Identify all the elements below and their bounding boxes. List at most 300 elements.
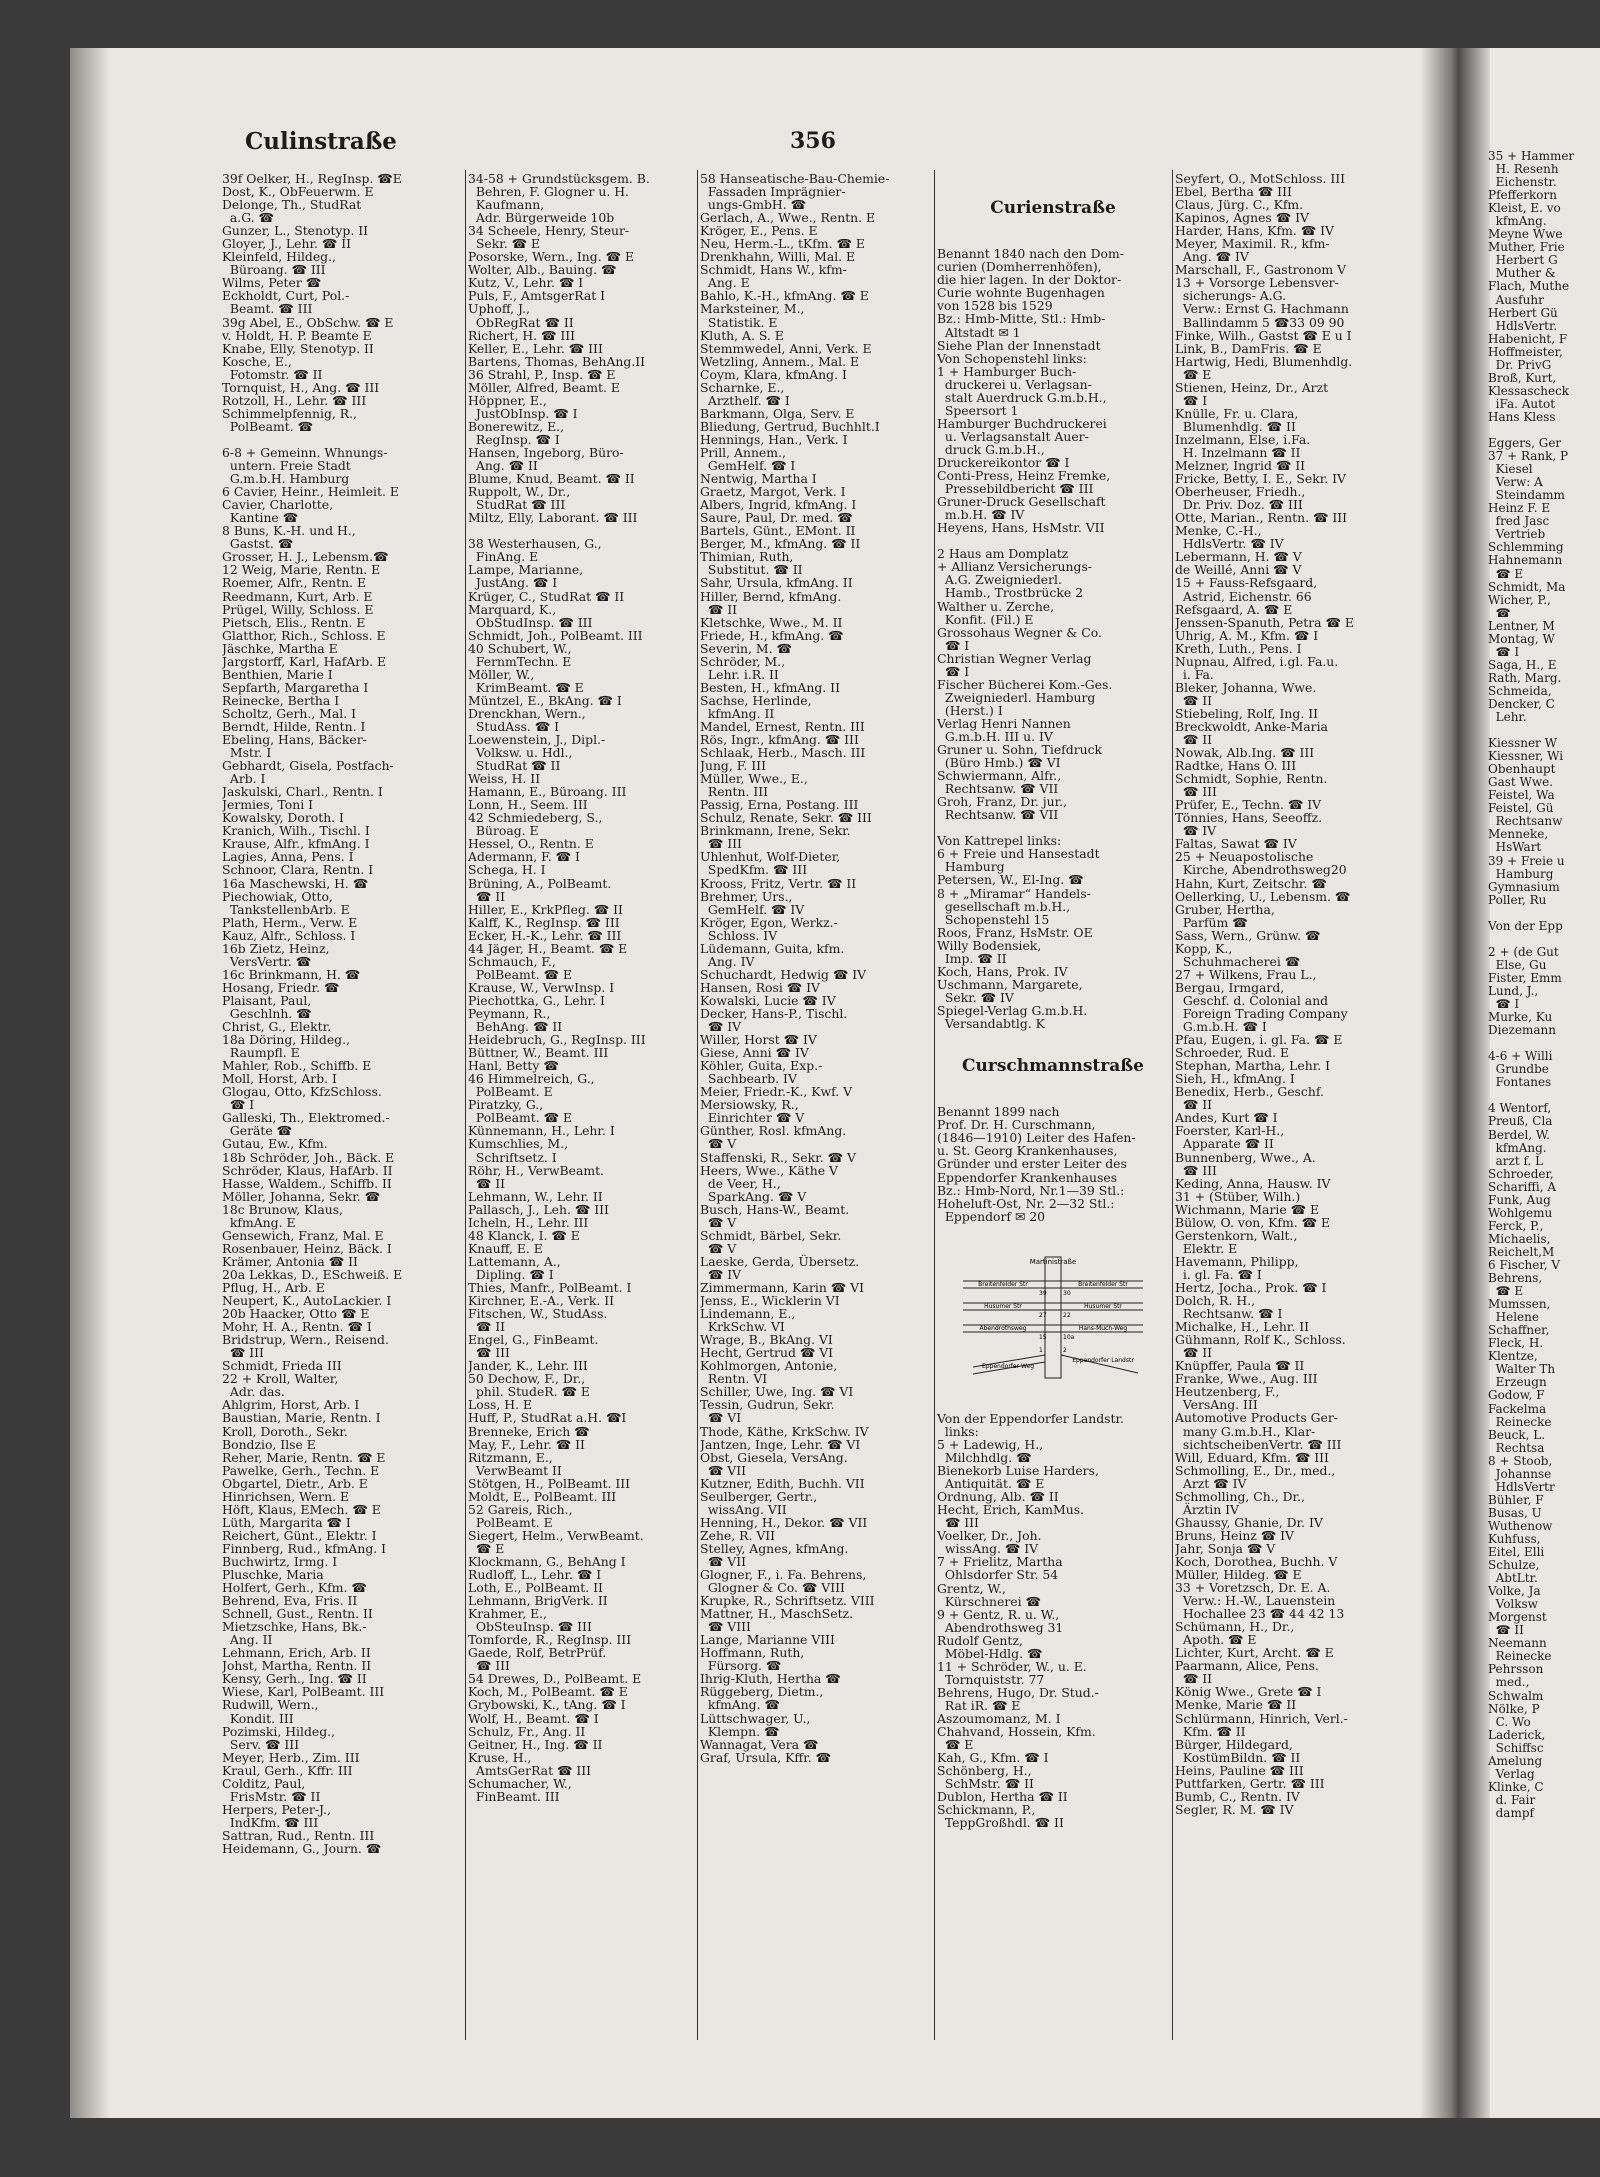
directory-entry: Büroag. E (468, 823, 539, 839)
directory-entry: Jaskulski, Charl., Rentn. I (222, 784, 383, 800)
directory-entry: Wichmann, Marie ☎ E (1175, 1201, 1320, 1217)
directory-entry: Kapinos, Agnes ☎ IV (1175, 210, 1309, 226)
directory-entry: arzt f. L (1488, 1153, 1544, 1168)
directory-entry: 52 Gareis, Rich., (468, 1501, 573, 1517)
directory-entry: Fricke, Betty, I. E., Sekr. IV (1175, 471, 1347, 487)
directory-entry: Wuthenow (1488, 1518, 1553, 1533)
directory-entry: Paarmann, Alice, Pens. (1175, 1658, 1319, 1674)
directory-entry: Schumacher, W., (468, 1775, 572, 1791)
directory-entry: Künnemann, H., Lehr. I (468, 1123, 615, 1139)
directory-entry: Benthien, Marie I (222, 666, 333, 682)
directory-entry: Rudwill, Wern., (222, 1697, 319, 1713)
directory-entry: ☎ I (1175, 392, 1208, 408)
directory-entry: Hamb., Trostbrücke 2 (937, 585, 1083, 601)
directory-entry: 38 Westerhausen, G., (468, 536, 602, 552)
directory-entry: Funk, Aug (1488, 1192, 1551, 1207)
directory-entry: Schaffner, (1488, 1323, 1550, 1338)
directory-entry: ☎ III (937, 1515, 979, 1531)
directory-entry: Fischer Bücherei Kom.-Ges. (937, 676, 1113, 692)
directory-entry: (1846—1910) Leiter des Hafen- (937, 1130, 1136, 1146)
directory-entry: Rös, Ingr., kfmAng. ☎ III (700, 732, 859, 748)
directory-entry: Rechtsa (1488, 1440, 1545, 1455)
directory-entry: Apparate ☎ II (1175, 1136, 1274, 1152)
directory-entry: Bunnenberg, Wwe., A. (1175, 1149, 1316, 1165)
directory-entry: Ahlgrim, Horst, Arb. I (222, 1397, 360, 1413)
directory-entry: Stemmwedel, Anni, Verk. E (700, 340, 872, 356)
map-label: 27 (1039, 1311, 1047, 1319)
directory-entry: Segler, R. M. ☎ IV (1175, 1801, 1294, 1817)
directory-entry: Konfit. (Fil.) E (937, 611, 1034, 627)
directory-entry: Bonerewitz, E., (468, 418, 565, 434)
directory-entry: Grossohaus Wegner & Co. (937, 624, 1102, 640)
directory-entry: Sass, Wern., Grünw. ☎ (1175, 927, 1321, 943)
directory-entry: Ausfuhr (1488, 292, 1544, 307)
directory-entry: Koch, Dorothea, Buchh. V (1175, 1553, 1338, 1569)
page-number: 356 (790, 128, 836, 154)
directory-entry: Schroeder, Rud. E (1175, 1045, 1289, 1061)
directory-entry: Glogner, F., i. Fa. Behrens, (700, 1567, 867, 1583)
directory-entry: 1 + Hamburger Buch- (937, 363, 1077, 379)
directory-entry: ☎ II (468, 888, 506, 904)
directory-entry: Menke, Marie ☎ II (1175, 1697, 1297, 1713)
directory-entry: Gensewich, Franz, Mal. E (222, 1227, 384, 1243)
directory-entry: ☎ II (1175, 692, 1213, 708)
directory-entry: Barkmann, Olga, Serv. E (700, 405, 855, 421)
column-rule (1172, 170, 1173, 2040)
directory-entry: Hamann, E., Büroang. III (468, 784, 627, 800)
directory-entry: Reichelt,M (1488, 1244, 1555, 1259)
directory-entry: Gerlach, A., Wwe., Rentn. E (700, 210, 876, 226)
book-gutter (1420, 48, 1490, 2118)
directory-entry: sichtscheibenVertr. ☎ III (1175, 1436, 1342, 1452)
directory-entry: Holfert, Gerh., Kfm. ☎ (222, 1580, 367, 1596)
directory-entry: Murke, Ku (1488, 1010, 1553, 1025)
directory-entry: Schlaak, Herb., Masch. III (700, 745, 866, 761)
directory-entry: Bliedung, Gertrud, Buchhlt.I (700, 418, 880, 434)
directory-entry: Schiller, Uwe, Ing. ☎ VI (700, 1384, 854, 1400)
directory-entry: Reinecke (1488, 1414, 1552, 1429)
directory-entry: Kiessner, Wi (1488, 749, 1564, 764)
directory-entry: FernmTechn. E (468, 653, 572, 669)
directory-entry: Uhlenhut, Wolf-Dieter, (700, 849, 841, 865)
directory-entry: 36 Strahl, P., Insp. ☎ E (468, 366, 616, 382)
map-label: Hans-Much-Weg (1078, 1324, 1128, 1332)
directory-entry: Sekr. ☎ E (468, 236, 541, 252)
directory-entry: ☎ IV (1175, 823, 1217, 839)
directory-entry: KostümBildn. ☎ II (1175, 1749, 1301, 1765)
column-3 (700, 172, 932, 2052)
directory-entry: ☎ IV (700, 1266, 742, 1282)
directory-entry: Jargstorff, Karl, HafArb. E (222, 653, 387, 669)
directory-entry: Helene (1488, 1310, 1539, 1325)
directory-entry: Nölke, P (1488, 1701, 1540, 1716)
directory-entry: Kosche, E., (222, 353, 292, 369)
directory-entry: Rotzoll, H., Lehr. ☎ III (222, 392, 367, 408)
directory-entry: Schröder, M., (700, 653, 786, 669)
directory-entry: Fackelma (1488, 1401, 1547, 1416)
directory-entry: Nentwig, Martha I (700, 471, 817, 487)
directory-entry: ☎ VII (700, 1462, 746, 1478)
directory-entry: 4 Wentorf, (1488, 1101, 1552, 1116)
directory-entry: Bumb, C., Rentn. IV (1175, 1788, 1300, 1804)
directory-entry: Reinecke, Bertha I (222, 692, 340, 708)
directory-entry: Cavier, Charlotte, (222, 497, 334, 513)
directory-entry: Friede, H., kfmAng. ☎ (700, 627, 844, 643)
directory-entry: ObStudInsp. ☎ III (468, 614, 593, 630)
directory-entry: Miltz, Elly, Laborant. ☎ III (468, 510, 638, 526)
directory-entry: 39 + Freie u (1488, 853, 1565, 868)
directory-entry: Tomforde, R., RegInsp. III (468, 1632, 632, 1648)
directory-entry: ☎ II (468, 1175, 506, 1191)
directory-entry: Eppendorfer Krankenhauses (937, 1169, 1118, 1185)
directory-entry: Weiss, H. II (468, 771, 541, 787)
directory-entry: Hochallee 23 ☎ 44 42 13 (1175, 1606, 1345, 1622)
directory-entry: Kiessner W (1488, 736, 1557, 751)
directory-entry: Volke, Ja (1488, 1584, 1541, 1599)
directory-entry: Seulberger, Gertr., (700, 1488, 818, 1504)
directory-entry: Schuhmacherei ☎ (1175, 953, 1301, 969)
directory-entry: Kfm. ☎ II (1175, 1723, 1246, 1739)
directory-entry: Willer, Horst ☎ IV (700, 1032, 817, 1048)
directory-entry: Heins, Pauline ☎ III (1175, 1762, 1304, 1778)
directory-entry: Ang. ☎ II (468, 458, 538, 474)
directory-entry: Blumenhdlg. ☎ II (1175, 418, 1296, 434)
directory-entry: 39f Oelker, H., RegInsp. ☎E (222, 172, 402, 186)
directory-entry: u. Verlagsanstalt Auer- (937, 428, 1089, 444)
directory-entry: Gast Wwe. (1488, 775, 1554, 790)
directory-entry: Prüfer, E., Techn. ☎ IV (1175, 797, 1322, 813)
directory-entry: Gloyer, J., Lehr. ☎ II (222, 236, 352, 252)
directory-entry: Rath, Marg. (1488, 670, 1562, 685)
directory-entry: Hamburg (937, 859, 1005, 875)
directory-entry: 4-6 + Willi (1488, 1049, 1553, 1064)
directory-entry: Flach, Muthe (1488, 279, 1570, 294)
directory-entry: Ihrig-Kluth, Hertha ☎ (700, 1671, 841, 1687)
directory-entry: Rosenbauer, Heinz, Bäck. I (222, 1240, 392, 1256)
directory-entry: Puttfarken, Gertr. ☎ III (1175, 1775, 1325, 1791)
directory-entry: Bruns, Heinz ☎ IV (1175, 1527, 1294, 1543)
directory-entry: Kürschnerei ☎ (937, 1593, 1041, 1609)
directory-entry: Schickmann, P., (937, 1802, 1036, 1818)
directory-entry: Elektr. E (1175, 1240, 1238, 1256)
directory-entry: Knülle, Fr. u. Clara, (1175, 405, 1299, 421)
directory-entry: Willy Bodensiek, (937, 937, 1042, 953)
directory-entry: Ecker, H.-K., Lehr. ☎ III (468, 927, 622, 943)
directory-entry: Uhrig, A. M., Kfm. ☎ I (1175, 627, 1319, 643)
directory-entry: Bartens, Thomas, BehAng.II (468, 353, 646, 369)
directory-entry: Grentz, W., (937, 1580, 1006, 1596)
directory-entry: Obst, Giesela, VersAng. (700, 1449, 848, 1465)
directory-entry: Krüger, C., StudRat ☎ II (468, 588, 625, 604)
directory-entry: Krause, W., VerwInsp. I (468, 979, 615, 995)
directory-entry: Gastst. ☎ (222, 536, 294, 552)
directory-entry: Siehe Plan der Innenstadt (937, 337, 1101, 353)
directory-entry: Oberheuser, Friedh., (1175, 484, 1306, 500)
directory-entry: Lehmann, BrigVerk. II (468, 1593, 608, 1609)
directory-entry: Brüning, A., PolBeamt. (468, 875, 612, 891)
directory-entry: Reinecke (1488, 1649, 1552, 1664)
directory-entry: Wolter, Alb., Bauing. ☎ (468, 262, 617, 278)
directory-entry: Amelung (1488, 1753, 1543, 1768)
directory-entry: Mietzschke, Hans, Bk.- (222, 1619, 367, 1635)
directory-entry: Klentze, (1488, 1349, 1538, 1364)
directory-entry: Drenckhan, Wern., (468, 705, 586, 721)
directory-entry: Rudloff, L., Lehr. ☎ I (468, 1567, 602, 1583)
directory-entry: Pfefferkorn (1488, 188, 1557, 203)
directory-entry: Ohlsdorfer Str. 54 (937, 1567, 1059, 1583)
directory-entry: ☎ II (1175, 732, 1213, 748)
directory-entry: Busch, Hans-W., Beamt. (700, 1201, 850, 1217)
directory-entry: Moldt, E., PolBeamt. III (468, 1488, 617, 1504)
directory-entry: Verlag Henri Nannen (937, 715, 1071, 731)
directory-entry: Kruse, H., (468, 1749, 532, 1765)
directory-entry: Stiebeling, Rolf, Ing. II (1175, 705, 1318, 721)
directory-entry: Ang. IV (700, 953, 755, 969)
directory-entry: Kluth, A. S. E (700, 327, 784, 343)
directory-entry: Loewenstein, J., Dipl.- (468, 732, 606, 748)
directory-entry: JustObInsp. ☎ I (468, 405, 578, 421)
directory-entry: 6 Fischer, V (1488, 1257, 1561, 1272)
directory-entry: phil. StudeR. ☎ E (468, 1384, 590, 1400)
directory-entry: Neupert, K., AutoLackier. I (222, 1293, 392, 1309)
directory-entry: Koch, Hans, Prok. IV (937, 963, 1068, 979)
directory-entry: Gruner-Druck Gesellschaft (937, 494, 1106, 510)
directory-entry: 40 Schubert, W., (468, 640, 572, 656)
directory-entry: Busas, U (1488, 1505, 1542, 1520)
directory-entry: Schega, H. I (468, 862, 546, 878)
directory-entry: Harder, Hans, Kfm. ☎ IV (1175, 223, 1334, 239)
directory-entry: Lehmann, W., Lehr. II (468, 1188, 603, 1204)
directory-entry: Schuchardt, Hedwig ☎ IV (700, 966, 867, 982)
directory-entry: Wannagat, Vera ☎ (700, 1736, 819, 1752)
directory-entry: Fassaden Imprägnier- (700, 184, 846, 200)
directory-entry: 8 + Stoob, (1488, 1453, 1553, 1468)
directory-entry: Schimmelpfennig, R., (222, 405, 357, 421)
directory-entry: Stephan, Martha, Lehr. I (1175, 1058, 1331, 1074)
directory-entry: iFa. Autot (1488, 396, 1556, 411)
directory-entry: Einrichter ☎ V (700, 1110, 805, 1126)
street-map (953, 1255, 1153, 1380)
directory-entry: Tessin, Gudrun, Sekr. (700, 1397, 835, 1413)
directory-entry: Tornquist, H., Ang. ☎ III (222, 379, 380, 395)
directory-entry: Severin, M. ☎ (700, 640, 792, 656)
directory-entry: Scholtz, Gerh., Mal. I (222, 705, 356, 721)
map-label: Husumer Str (984, 1302, 1022, 1310)
directory-entry: Verlag (1488, 1766, 1535, 1781)
directory-entry: Nupnau, Alfred, i.gl. Fa.u. (1175, 653, 1339, 669)
column-4 (937, 172, 1169, 2052)
directory-entry: C. Wo (1488, 1714, 1531, 1729)
directory-entry: links: (937, 1423, 979, 1439)
directory-entry: 18b Schröder, Joh., Bäck. E (222, 1149, 395, 1165)
directory-entry: ☎ VII (700, 1553, 746, 1569)
directory-entry: Ang. E (700, 275, 750, 291)
directory-entry: Finke, Wilh., Gastst ☎ E u I (1175, 327, 1352, 343)
directory-entry: Mattner, H., MaschSetz. (700, 1606, 854, 1622)
directory-entry: ☎ II (700, 601, 738, 617)
directory-entry: Schmidt, Sophie, Rentn. (1175, 771, 1328, 787)
directory-entry: Schariffi, A (1488, 1179, 1557, 1194)
directory-entry: Eggers, Ger (1488, 436, 1562, 451)
directory-entry: Schmolling, Ch., Dr., (1175, 1488, 1305, 1504)
directory-entry: m.b.H. ☎ IV (937, 507, 1025, 523)
directory-entry: Zweigniederl. Hamburg (937, 689, 1096, 705)
directory-entry: Fister, Emm (1488, 970, 1562, 985)
directory-entry: Jahr, Sonja ☎ V (1175, 1540, 1276, 1556)
directory-entry: Reichert, Günt., Elektr. I (222, 1527, 377, 1543)
directory-entry: Melzner, Ingrid ☎ II (1175, 458, 1305, 474)
directory-entry: ☎ III (468, 1658, 510, 1674)
directory-entry: Lichter, Kurt, Archt. ☎ E (1175, 1645, 1334, 1661)
directory-entry: Rechtsanw. ☎ VII (937, 807, 1059, 823)
directory-entry: Brehmer, Urs., (700, 888, 793, 904)
directory-entry: Marquard, K., (468, 601, 557, 617)
directory-entry: Glogner & Co. ☎ VIII (700, 1580, 845, 1596)
directory-entry: Morgenst (1488, 1610, 1547, 1625)
directory-entry: Imp. ☎ II (937, 950, 1007, 966)
directory-entry: Henning, H., Dekor. ☎ VII (700, 1514, 868, 1530)
directory-entry: Von Kattrepel links: (937, 833, 1062, 849)
directory-entry: Hessel, O., Rentn. E (468, 836, 594, 852)
directory-entry: A.G. Zweigniederl. (937, 572, 1062, 588)
directory-entry: Eichenstr. (1488, 175, 1557, 190)
directory-entry: Zehe, R. VII (700, 1527, 776, 1543)
directory-entry: PolBeamt. ☎ E (468, 1110, 572, 1126)
directory-entry: Wrage, B., BkAng. VI (700, 1332, 833, 1348)
directory-entry: Inzelmann, Else, i.Fa. (1175, 431, 1311, 447)
directory-entry: Kensy, Gerh., Ing. ☎ II (222, 1671, 367, 1687)
directory-entry: Knauff, E. E (468, 1240, 543, 1256)
directory-entry: Lagies, Anna, Pens. I (222, 849, 354, 865)
directory-entry: VersAng. III (1175, 1397, 1258, 1413)
directory-entry: Meyne Wwe (1488, 227, 1563, 242)
directory-entry: Beuck, L. (1488, 1427, 1546, 1442)
directory-entry: GemHelf. ☎ IV (700, 901, 805, 917)
map-label: Husumer Str (1084, 1302, 1122, 1310)
directory-entry: Mahler, Rob., Schiffb. E (222, 1058, 372, 1074)
map-label: 1 (1039, 1346, 1043, 1354)
directory-entry: Keller, E., Lehr. ☎ III (468, 340, 603, 356)
running-head: Culinstraße (245, 128, 397, 155)
directory-entry: 2 Haus am Domplatz (937, 546, 1069, 562)
directory-entry: Johannse (1488, 1466, 1552, 1481)
directory-entry: Lonn, H., Seem. III (468, 797, 588, 813)
directory-entry: 44 Jäger, H., Beamt. ☎ E (468, 940, 628, 956)
directory-entry: 2 + (de Gut (1488, 944, 1559, 959)
directory-entry: RegInsp. ☎ I (468, 431, 560, 447)
directory-entry: Bartels, Günt., EMont. II (700, 523, 856, 539)
directory-entry: 58 Hanseatische-Bau-Chemie- (700, 172, 890, 186)
directory-entry: Schmidt, Joh., PolBeamt. III (468, 627, 643, 643)
column-rule (697, 170, 698, 2040)
directory-entry: Pawelke, Gerh., Techn. E (222, 1462, 380, 1478)
directory-entry: Peymann, R., (468, 1006, 551, 1021)
directory-entry: Meyer, Maximil. R., kfm- (1175, 236, 1330, 252)
directory-entry: Piratzky, G., (468, 1097, 544, 1113)
directory-entry: Menneke, (1488, 827, 1549, 842)
directory-entry: Wicher, P., (1488, 592, 1551, 607)
directory-entry: Abendrothsweg 31 (937, 1619, 1064, 1635)
directory-entry: Thimian, Ruth, (700, 549, 794, 565)
directory-entry: Thode, Käthe, KrkSchw. IV (700, 1423, 869, 1439)
directory-entry: Ordnung, Alb. ☎ II (937, 1489, 1059, 1505)
map-label: Eppendorfer Weg (981, 1362, 1035, 1370)
directory-entry: Lentner, M (1488, 618, 1555, 633)
directory-entry: ☎ III (468, 1345, 510, 1361)
directory-entry: d. Fair (1488, 1792, 1536, 1807)
directory-entry: Claus, Jürg. C., Kfm. (1175, 197, 1304, 213)
directory-entry: 50 Dechow, F., Dr., (468, 1371, 586, 1387)
directory-entry: 16a Maschewski, H. ☎ (222, 875, 369, 891)
directory-entry: Sepfarth, Margaretha I (222, 679, 369, 695)
directory-entry: Besten, H., kfmAng. II (700, 679, 840, 695)
directory-entry: dampf (1488, 1805, 1534, 1820)
directory-entry: Keding, Anna, Hausw. IV (1175, 1175, 1331, 1191)
directory-entry: Obgartel, Dietr., Arb. E (222, 1475, 368, 1491)
directory-entry: ☎ E (1488, 1284, 1524, 1299)
directory-entry: Eitel, Elli (1488, 1545, 1545, 1560)
directory-entry: 8 + „Miramar“ Handels- (937, 885, 1091, 901)
directory-entry: Lange, Marianne VIII (700, 1632, 835, 1648)
directory-entry: Muther & (1488, 266, 1556, 281)
directory-entry: VersVertr. ☎ (222, 953, 312, 969)
directory-entry: 34-58 + Grundstücksgem. B. (468, 172, 650, 186)
directory-entry: Pehrsson (1488, 1662, 1544, 1677)
directory-entry: Mstr. I (222, 745, 272, 761)
directory-entry: Kantine ☎ (222, 510, 299, 526)
directory-entry: H. Inzelmann ☎ II (1175, 444, 1301, 460)
directory-entry: Grosser, H. J., Lebensm.☎ (222, 549, 389, 565)
directory-entry: Pflug, H., Arb. E (222, 1279, 325, 1295)
directory-entry: Ebeling, Hans, Bäcker- (222, 732, 367, 748)
directory-entry: Laderick, (1488, 1727, 1546, 1742)
map-label: 22 (1063, 1311, 1071, 1319)
directory-entry: ☎ VIII (700, 1619, 751, 1635)
directory-entry: Meyer, Herb., Zim. III (222, 1749, 360, 1765)
directory-entry: Lüth, Margarita ☎ I (222, 1514, 351, 1530)
directory-entry: Albers, Ingrid, kfmAng. I (700, 497, 857, 513)
directory-entry: HdlsVertr. (1488, 318, 1558, 333)
directory-entry: Dr. PrivG (1488, 357, 1552, 372)
directory-entry: Heyens, Hans, HsMstr. VII (937, 520, 1105, 536)
directory-entry: Kletschke, Wwe., M. II (700, 614, 843, 630)
directory-entry: Hansen, Rosi ☎ IV (700, 979, 820, 995)
directory-entry: Heinz F. E (1488, 501, 1551, 516)
directory-entry: Schiffsc (1488, 1740, 1544, 1755)
directory-entry: Röhr, H., VerwBeamt. (468, 1162, 604, 1178)
directory-entry: Schmidt, Frieda III (222, 1358, 342, 1374)
directory-entry: Statistik. E (700, 314, 778, 330)
directory-entry: Pietsch, Elis., Rentn. E (222, 614, 366, 630)
directory-entry: ☎ V (700, 1214, 737, 1230)
directory-entry: 15 + Fauss-Refsgaard, (1175, 575, 1318, 591)
directory-entry: Kah, G., Kfm. ☎ I (937, 1750, 1049, 1766)
directory-entry: Klinke, C (1488, 1779, 1544, 1794)
directory-entry: wissAng. ☎ IV (937, 1541, 1039, 1557)
directory-entry: Volksw. u. Hdl., (468, 745, 573, 761)
directory-entry: Laeske, Gerda, Übersetz. (700, 1253, 860, 1269)
directory-entry: ☎ I (937, 637, 970, 653)
directory-entry: Apoth. ☎ E (1175, 1632, 1257, 1648)
directory-entry: 39g Abel, E., ObSchw. ☎ E (222, 314, 394, 330)
directory-entry: i. Fa. (1175, 666, 1214, 682)
directory-entry: Pozimski, Hildeg., (222, 1723, 336, 1739)
directory-entry: 9 + Gentz, R. u. W., (937, 1606, 1060, 1622)
directory-entry: Kleist, E. vo (1488, 201, 1561, 216)
directory-entry: Geschf. d. Colonial and (1175, 992, 1329, 1008)
directory-entry: Franke, Wwe., Aug. III (1175, 1371, 1318, 1387)
directory-entry: Arb. I (222, 771, 266, 787)
